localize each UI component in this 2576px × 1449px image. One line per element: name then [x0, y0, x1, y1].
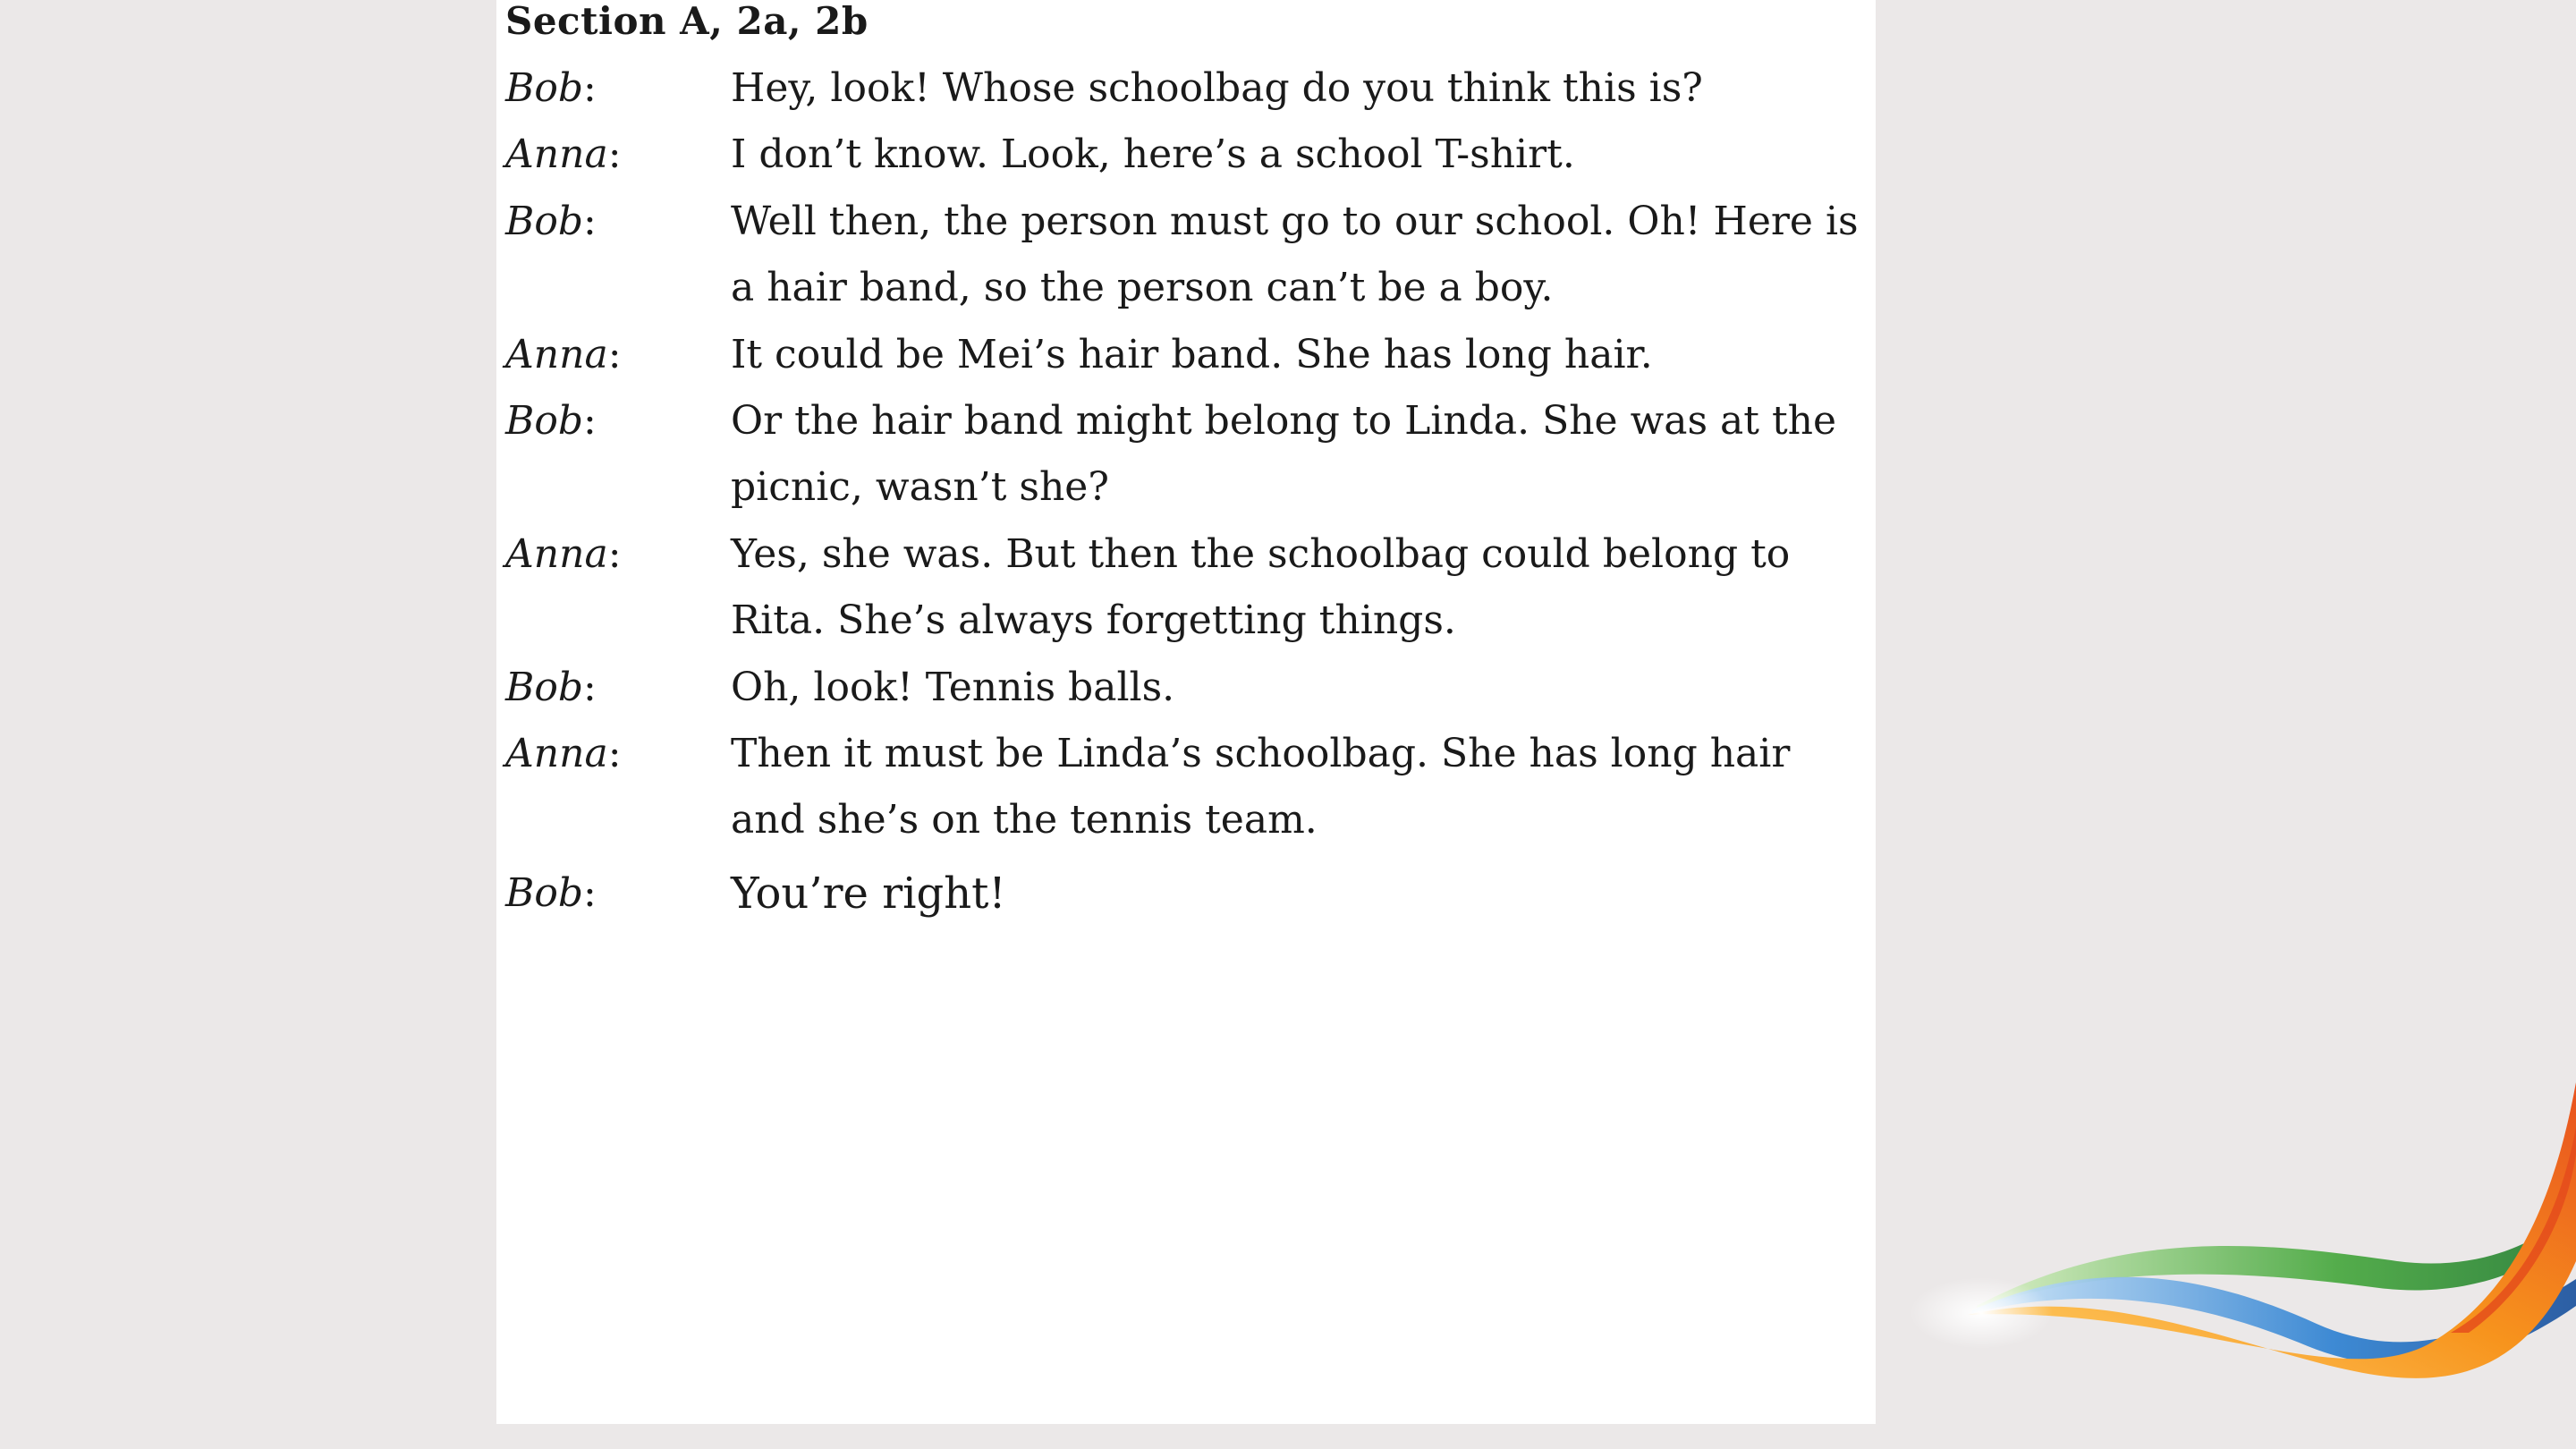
dialogue-line: It could be Mei’s hair band. She has long hair.	[731, 331, 1653, 377]
speaker-label: Bob:	[505, 664, 597, 710]
dialogue-line: Then it must be Linda’s schoolbag. She has long hair and she’s on the tennis team.	[731, 731, 1791, 843]
speaker-label: Bob:	[505, 65, 597, 111]
speaker-label: Bob:	[505, 869, 597, 916]
decorative-swoosh	[1896, 1073, 2576, 1449]
speaker-label: Anna:	[505, 530, 622, 577]
speaker-label: Bob:	[505, 198, 597, 244]
speaker-label: Bob:	[505, 398, 597, 445]
dialogue-line: I don’t know. Look, here’s a school T-shirt.	[731, 131, 1575, 178]
speaker-label: Anna:	[505, 731, 622, 777]
dialogue-turn	[505, 55, 1865, 122]
dialogue-line: You’re right!	[731, 868, 1006, 919]
dialogue-line: Yes, she was. But then the schoolbag could belong to Rita. She’s always forgetting things.	[731, 530, 1791, 644]
dialogue-line: Or the hair band might belong to Linda. She was at the picnic, wasn’t she?	[731, 398, 1836, 511]
dialogue-turn	[505, 322, 1865, 388]
dialogue-turn	[505, 721, 1865, 854]
section-heading: Section A, 2a, 2b	[505, 0, 869, 43]
speaker-label: Anna:	[505, 331, 622, 377]
dialogue-turn	[505, 189, 1865, 322]
textbook-page	[496, 0, 1876, 1424]
dialogue-line: Well then, the person must go to our school. Oh! Here is a hair band, so the person can’t be a boy.	[731, 198, 1859, 311]
dialogue-turn	[505, 521, 1865, 655]
dialogue-turn	[505, 122, 1865, 188]
dialogue-line: Oh, look! Tennis balls.	[731, 664, 1175, 710]
dialogue-turn	[505, 388, 1865, 521]
dialogue-turn	[505, 854, 1865, 933]
dialogue	[505, 55, 1865, 933]
dialogue-turn	[505, 655, 1865, 721]
dialogue-line: Hey, look! Whose schoolbag do you think this is?	[731, 65, 1703, 111]
speaker-label: Anna:	[505, 131, 622, 178]
